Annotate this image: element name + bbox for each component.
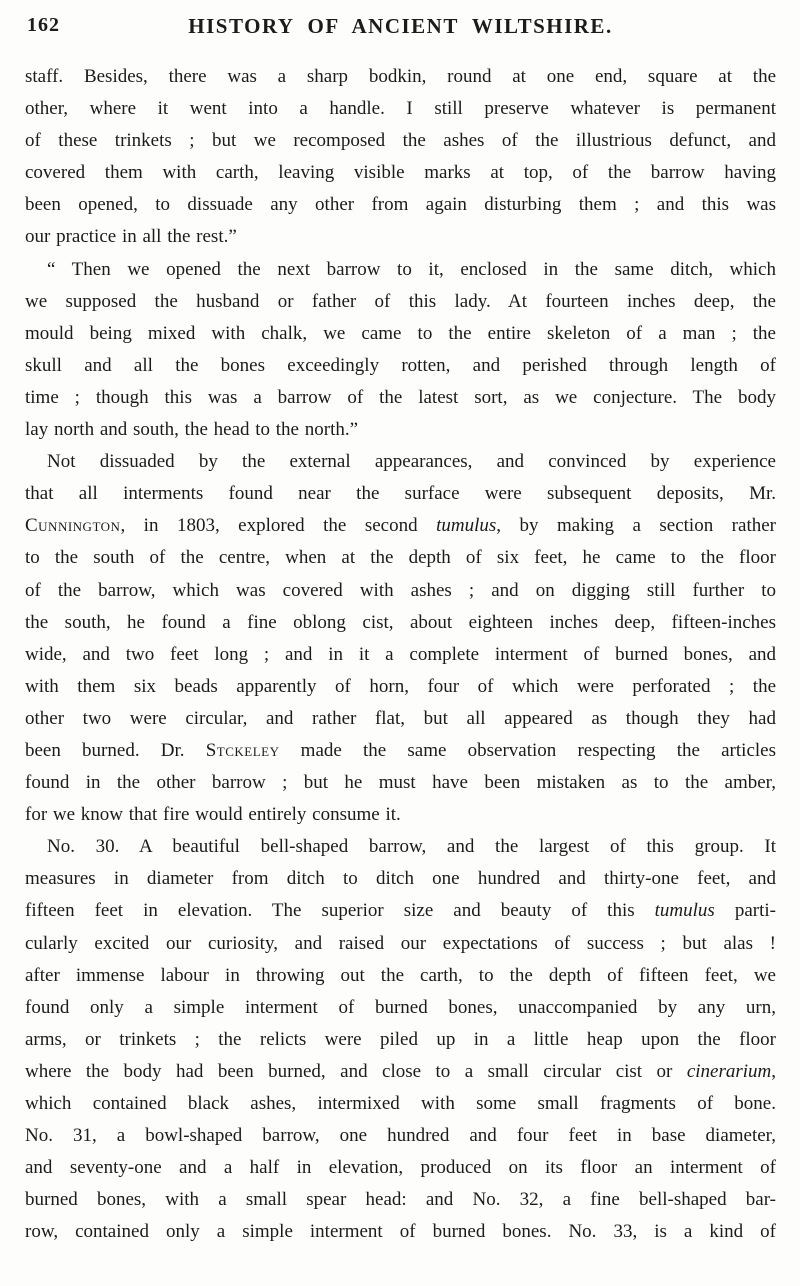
text-line: [25, 510, 776, 542]
text-segment: our practice in all the rest.”: [25, 226, 237, 248]
italic-text: tumulus: [654, 900, 715, 922]
text-segment: been burned. Dr.: [25, 739, 206, 761]
text-line: [25, 928, 776, 960]
text-segment: covered them with carth, leaving visible marks at top, of the barrow having: [25, 162, 776, 184]
text-line: [25, 1056, 776, 1088]
text-segment: that all interments found near the surface were subsequent deposits, Mr.: [25, 483, 776, 505]
italic-text: cinerarium: [686, 1060, 772, 1082]
page-body: [25, 61, 776, 1248]
text-line: [25, 1024, 776, 1056]
text-line: [25, 414, 776, 446]
text-segment: parti-: [714, 900, 776, 922]
text-line: [25, 93, 776, 125]
text-line: [25, 286, 776, 318]
text-line: [25, 863, 776, 895]
paragraph: [25, 831, 776, 1248]
text-segment: of the barrow, which was covered with ashes ; and on digging still further to: [25, 579, 776, 601]
text-segment: with them six beads apparently of horn, four of which were perforated ; the: [25, 675, 776, 697]
text-line: [25, 1088, 776, 1120]
italic-text: tumulus: [436, 515, 497, 537]
text-segment: after immense labour in throwing out the carth, to the depth of fifteen feet, we: [25, 964, 776, 986]
page-header: [25, 12, 776, 44]
text-line: [25, 1216, 776, 1248]
text-segment: staff. Besides, there was a sharp bodkin, round at one end, square at the: [25, 66, 776, 87]
text-line: [25, 1184, 776, 1216]
text-segment: skull and all the bones exceedingly rotten, and perished through length of: [25, 354, 776, 376]
text-line: [25, 960, 776, 992]
text-segment: which contained black ashes, intermixed with some small fragments of bone.: [25, 1093, 776, 1114]
text-segment: and seventy-one and a half in elevation, produced on its floor an interment of: [25, 1157, 776, 1179]
text-segment: where the body had been burned, and close to a small circular cist or: [25, 1060, 687, 1082]
text-segment: lay north and south, the head to the north.”: [25, 419, 359, 441]
text-line: [25, 61, 776, 93]
text-line: [25, 1152, 776, 1184]
text-line: [25, 478, 776, 510]
text-segment: the south, he found a fine oblong cist, about eighteen inches deep, fifteen-inches: [25, 611, 776, 633]
text-segment: , by making a section rather: [496, 515, 776, 537]
text-line: [25, 157, 776, 189]
page-number: 162: [27, 14, 60, 36]
text-segment: time ; though this was a barrow of the latest sort, as we conjecture. The body: [25, 386, 776, 408]
running-title: HISTORY OF ANCIENT WILTSHIRE.: [188, 14, 613, 38]
text-segment: found only a simple interment of burned bones, unaccompanied by any urn,: [25, 996, 776, 1018]
text-segment: No. 30. A beautiful bell-shaped barrow, and the largest of this group. It: [47, 836, 776, 858]
text-line: [25, 992, 776, 1024]
text-segment: “ Then we opened the next barrow to it, enclosed in the same ditch, which: [47, 258, 776, 280]
text-segment: , in 1803, explored the second: [120, 515, 437, 537]
text-segment: arms, or trinkets ; the relicts were piled up in a little heap upon the floor: [25, 1028, 776, 1050]
text-segment: we supposed the husband or father of this lady. At fourteen inches deep, the: [25, 290, 776, 312]
text-line: [25, 542, 776, 574]
text-segment: for we know that fire would entirely consume it.: [25, 804, 401, 826]
text-line: [25, 254, 776, 286]
text-line: [25, 639, 776, 671]
text-segment: made the same observation respecting the articles: [279, 739, 776, 761]
text-segment: other two were circular, and rather flat, but all appeared as though they had: [25, 707, 776, 729]
text-segment: No. 31, a bowl-shaped barrow, one hundred and four feet in base diameter,: [25, 1125, 776, 1147]
text-line: [25, 831, 776, 863]
text-line: [25, 221, 776, 253]
text-line: [25, 735, 776, 767]
text-segment: cularly excited our curiosity, and raised our expectations of success ; but alas !: [25, 932, 776, 954]
text-line: [25, 895, 776, 927]
text-segment: of these trinkets ; but we recomposed the ashes of the illustrious defunct, and: [25, 130, 776, 152]
text-line: [25, 799, 776, 831]
text-segment: burned bones, with a small spear head: and No. 32, a fine bell-shaped bar-: [25, 1189, 776, 1211]
smallcaps-name: Cunnington: [25, 515, 121, 537]
text-segment: found in the other barrow ; but he must have been mistaken as to the amber,: [25, 772, 776, 794]
paragraph: [25, 254, 776, 447]
text-segment: wide, and two feet long ; and in it a complete interment of burned bones, and: [25, 643, 776, 665]
text-line: [25, 350, 776, 382]
text-segment: row, contained only a simple interment of burned bones. No. 33, is a kind of: [25, 1221, 776, 1243]
text-line: [25, 1120, 776, 1152]
smallcaps-name: Stckeley: [205, 739, 280, 761]
text-line: [25, 318, 776, 350]
text-segment: mould being mixed with chalk, we came to the entire skeleton of a man ; the: [25, 322, 776, 344]
paragraph: [25, 446, 776, 831]
text-line: [25, 125, 776, 157]
text-line: [25, 446, 776, 478]
text-segment: measures in diameter from ditch to ditch one hundred and thirty-one feet, and: [25, 868, 776, 890]
text-line: [25, 607, 776, 639]
text-line: [25, 382, 776, 414]
text-segment: ,: [771, 1060, 776, 1082]
text-segment: other, where it went into a handle. I still preserve whatever is permanent: [25, 98, 776, 120]
text-line: [25, 703, 776, 735]
text-line: [25, 671, 776, 703]
text-line: [25, 767, 776, 799]
text-segment: been opened, to dissuade any other from again disturbing them ; and this was: [25, 194, 776, 216]
text-segment: fifteen feet in elevation. The superior size and beauty of this: [25, 900, 655, 922]
text-segment: to the south of the centre, when at the depth of six feet, he came to the floor: [25, 547, 776, 569]
text-segment: Not dissuaded by the external appearances, and convinced by experience: [47, 451, 776, 473]
text-line: [25, 575, 776, 607]
text-line: [25, 189, 776, 221]
paragraph: [25, 61, 776, 254]
